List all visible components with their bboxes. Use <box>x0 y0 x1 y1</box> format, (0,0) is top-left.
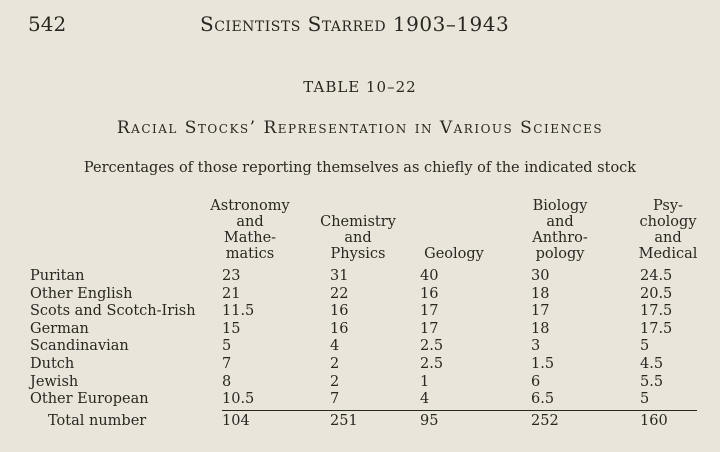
table-row <box>0 286 720 303</box>
table-row <box>0 338 720 355</box>
table-title: Racial Stocks’ Representation in Various Sciences <box>116 118 604 138</box>
column-header: Astronomy and Mathe- matics <box>210 198 290 262</box>
cell-value: 17.5 <box>640 320 673 337</box>
cell-value: 4 <box>420 391 430 408</box>
cell-value: 1 <box>420 373 430 390</box>
total-row-line <box>0 413 720 430</box>
cell-value: 30 <box>531 268 550 284</box>
row-label: Puritan <box>30 268 85 284</box>
cell-value: 2 <box>330 373 340 390</box>
table-subtitle: Percentages of those reporting themselves as chiefly of the indicated stock <box>83 160 637 176</box>
cell-value: 7 <box>330 391 340 408</box>
cell-value: 5 <box>222 338 232 355</box>
column-header: Chemistry and Physics <box>320 214 396 262</box>
cell-value: 6 <box>531 373 541 390</box>
cell-value: 11.5 <box>222 303 255 320</box>
cell-value: 21 <box>222 285 241 302</box>
cell-value: 104 <box>222 413 250 429</box>
table-label: TABLE 10–22 <box>303 78 417 96</box>
cell-value: 3 <box>531 338 541 355</box>
cell-value: 1.5 <box>531 356 555 372</box>
table-row <box>0 391 720 408</box>
row-label: Total number <box>48 413 147 429</box>
row-label: Dutch <box>30 356 75 372</box>
cell-value: 17 <box>420 320 439 337</box>
column-header: Geology <box>424 246 484 262</box>
table-row <box>0 303 720 320</box>
column-header: Biology and Anthro- pology <box>532 198 588 262</box>
cell-value: 31 <box>330 268 349 284</box>
cell-value: 4 <box>330 338 340 355</box>
cell-value: 160 <box>640 413 668 429</box>
cell-value: 16 <box>330 320 349 337</box>
cell-value: 5 <box>640 391 650 408</box>
cell-value: 252 <box>531 413 559 429</box>
table-row <box>0 268 720 285</box>
cell-value: 24.5 <box>640 268 673 284</box>
cell-value: 8 <box>222 373 232 390</box>
page-number: 542 <box>28 12 67 36</box>
row-label: Scandinavian <box>30 338 129 355</box>
row-label: German <box>30 320 89 337</box>
cell-value: 10.5 <box>222 391 255 408</box>
cell-value: 6.5 <box>531 391 555 408</box>
cell-value: 18 <box>531 320 550 337</box>
cell-value: 5.5 <box>640 373 664 390</box>
row-label: Jewish <box>30 373 79 390</box>
row-label: Other European <box>30 391 149 408</box>
cell-value: 2.5 <box>420 338 444 355</box>
table-row <box>0 356 720 373</box>
cell-value: 18 <box>531 285 550 302</box>
cell-value: 17 <box>420 303 439 320</box>
cell-value: 5 <box>640 338 650 355</box>
table-row <box>0 321 720 338</box>
row-label: Scots and Scotch-Irish <box>30 303 196 320</box>
cell-value: 40 <box>420 268 439 284</box>
cell-value: 2.5 <box>420 356 444 372</box>
column-header: Psy- chology and Medical <box>638 198 698 262</box>
cell-value: 251 <box>330 413 358 429</box>
cell-value: 7 <box>222 356 232 372</box>
cell-value: 2 <box>330 356 340 372</box>
cell-value: 16 <box>420 285 439 302</box>
cell-value: 17.5 <box>640 303 673 320</box>
row-label: Other English <box>30 285 133 302</box>
running-head: Scientists Starred 1903–1943 <box>200 12 510 36</box>
cell-value: 15 <box>222 320 241 337</box>
cell-value: 20.5 <box>640 285 673 302</box>
cell-value: 4.5 <box>640 356 664 372</box>
cell-value: 22 <box>330 285 349 302</box>
cell-value: 23 <box>222 268 241 284</box>
cell-value: 17 <box>531 303 550 320</box>
cell-value: 95 <box>420 413 439 429</box>
cell-value: 16 <box>330 303 349 320</box>
table-row <box>0 374 720 391</box>
total-rule <box>222 410 697 411</box>
